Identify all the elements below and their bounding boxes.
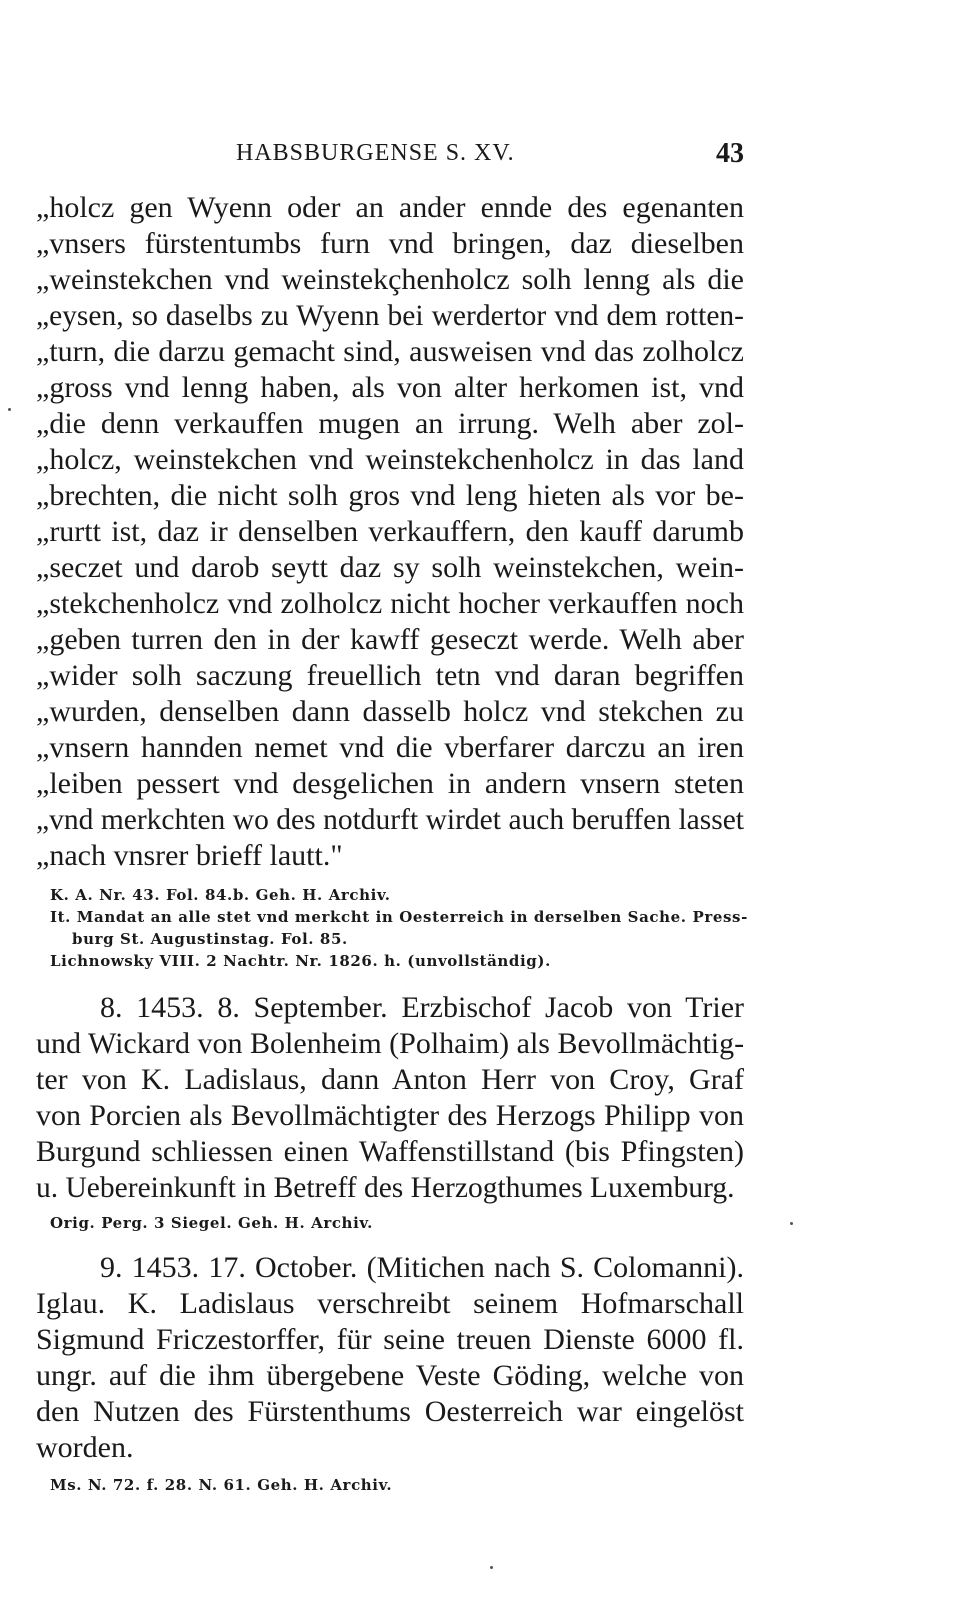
scan-speck xyxy=(8,408,11,411)
quote-line: „geben turren den in der kawff geseczt werde. Welh aber xyxy=(36,623,744,656)
entry-8-line: ter von K. Ladislaus, dann Anton Herr von Croy, Graf xyxy=(36,1063,744,1096)
entry-8-line: 8. 1453. 8. September. Erzbischof Jacob von Trier xyxy=(100,991,744,1024)
quote-line: „wurden, denselben dann dasselb holcz vnd stekchen zu xyxy=(36,695,744,728)
scan-speck xyxy=(790,1222,793,1225)
source-note: K. A. Nr. 43. Fol. 84.b. Geh. H. Archiv. xyxy=(50,886,391,904)
entry-9-line: Sigmund Friczestorffer, für seine treuen Dienste 6000 fl. xyxy=(36,1323,744,1356)
entry-8-line: und Wickard von Bolenheim (Polhaim) als Bevollmächtig- xyxy=(36,1027,745,1060)
quote-line: „seczet und darob seytt daz sy solh weinstekchen, wein- xyxy=(36,551,744,584)
quote-line: „wider solh saczung freuellich tetn vnd daran begriffen xyxy=(36,659,744,692)
page-number: 43 xyxy=(716,138,744,169)
entry-9-line: den Nutzen des Fürstenthums Oesterreich war eingelöst xyxy=(36,1395,744,1428)
entry-9-line: worden. xyxy=(36,1431,134,1464)
running-title: HABSBURGENSE S. XV. xyxy=(236,140,515,166)
source-note: It. Mandat an alle stet vnd merkcht in Oesterreich in derselben Sache. Press- xyxy=(50,908,748,926)
page-header xyxy=(36,140,744,176)
scan-speck xyxy=(490,1566,493,1569)
entry-9-line: ungr. auf die ihm übergebene Veste Göding, welche von xyxy=(36,1359,744,1392)
quote-line: „brechten, die nicht solh gros vnd leng hieten als vor be- xyxy=(36,479,744,512)
entry-9-line: 9. 1453. 17. October. (Mitichen nach S. Colomanni). xyxy=(100,1251,744,1284)
quote-line: „die denn verkauffen mugen an irrung. Welh aber zol- xyxy=(36,407,744,440)
quote-line: „holcz, weinstekchen vnd weinstekchenholcz in das land xyxy=(36,443,744,476)
quote-line: „vnsers fürstentumbs furn vnd bringen, daz dieselben xyxy=(36,227,744,260)
quote-line: „turn, die darzu gemacht sind, ausweisen vnd das zolholcz xyxy=(36,335,744,368)
quote-line: „nach vnsrer brieff lautt." xyxy=(36,839,343,872)
entry-8-line: Burgund schliessen einen Waffenstillstand (bis Pfingsten) xyxy=(36,1135,744,1168)
source-note: burg St. Augustinstag. Fol. 85. xyxy=(72,930,348,948)
quote-line: „leiben pessert vnd desgelichen in andern vnsern steten xyxy=(36,767,744,800)
entry-8-line: u. Uebereinkunft in Betreff des Herzogthumes Luxemburg. xyxy=(36,1172,735,1204)
quote-line: „vnd merkchten wo des notdurft wirdet auch beruffen lasset xyxy=(36,804,744,836)
quote-line: „weinstekchen vnd weinstekçhenholcz solh lenng als die xyxy=(36,263,744,296)
quote-line: „rurtt ist, daz ir denselben verkauffern, den kauff darumb xyxy=(36,515,744,548)
quote-line: „stekchenholcz vnd zolholcz nicht hocher verkauffen noch xyxy=(36,587,744,620)
entry-9-line: Iglau. K. Ladislaus verschreibt seinem Hofmarschall xyxy=(36,1287,744,1320)
quote-line: „holcz gen Wyenn oder an ander ennde des egenanten xyxy=(36,191,744,224)
quote-line: „eysen, so daselbs zu Wyenn bei werdertor vnd dem rotten- xyxy=(36,300,744,332)
source-note: Lichnowsky VIII. 2 Nachtr. Nr. 1826. h. (unvollständig). xyxy=(50,952,551,970)
entry-8-line: von Porcien als Bevollmächtigter des Herzogs Philipp von xyxy=(36,1099,744,1132)
quote-line: „gross vnd lenng haben, als von alter herkomen ist, vnd xyxy=(36,371,744,404)
source-note: Ms. N. 72. f. 28. N. 61. Geh. H. Archiv. xyxy=(50,1476,393,1494)
quote-line: „vnsern hannden nemet vnd die vberfarer darczu an iren xyxy=(36,731,744,764)
source-note: Orig. Perg. 3 Siegel. Geh. H. Archiv. xyxy=(50,1214,373,1232)
